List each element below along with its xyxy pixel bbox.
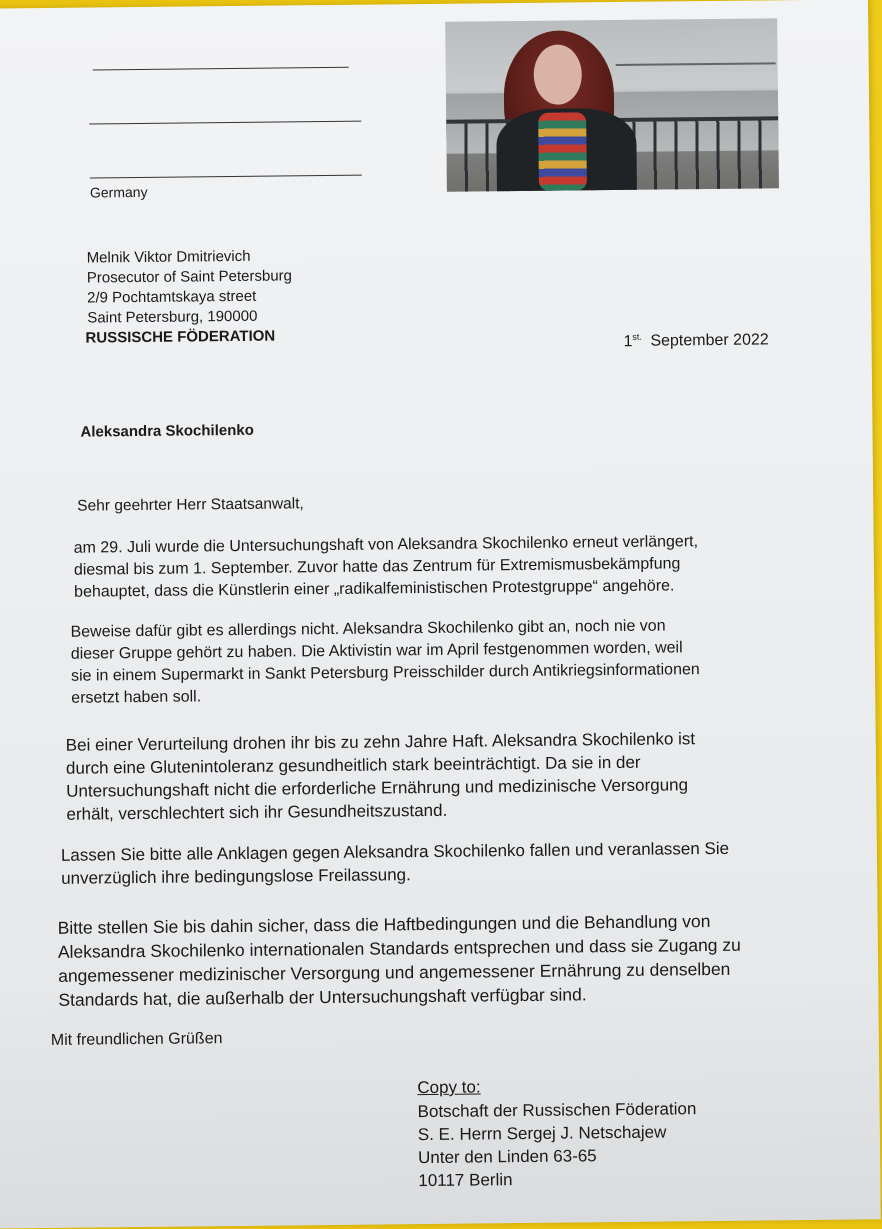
sender-line-1 [93, 67, 349, 71]
recipient-street: 2/9 Pochtamtskaya street [86, 287, 257, 307]
body-line: diesmal bis zum 1. September. Zuvor hatte das Zentrum für Extremismusbekämpfung [73, 555, 681, 579]
recipient-country: RUSSISCHE FÖDERATION [85, 327, 276, 347]
body-line: erhält, verschlechtert sich ihr Gesundheitszustand. [66, 800, 448, 824]
letter-subject: Aleksandra Skochilenko [80, 421, 254, 441]
date-day: 1 [623, 333, 633, 351]
body-line: angemessener medizinischer Versorgung und angemessener Ernährung zu denselben [58, 958, 731, 986]
salutation: Sehr geehrter Herr Staatsanwalt, [77, 495, 304, 515]
body-line: am 29. Juli wurde die Untersuchungshaft von Aleksandra Skochilenko erneut verlängert, [73, 533, 699, 557]
recipient-city: Saint Petersburg, 190000 [87, 307, 258, 327]
recipient-name: Melnik Viktor Dmitrievich [86, 247, 251, 267]
body-line: Bei einer Verurteilung drohen ihr bis zu zehn Jahre Haft. Aleksandra Skochilenko ist [65, 729, 696, 755]
sender-line-3 [90, 175, 362, 179]
date-rest: September 2022 [650, 331, 769, 350]
recipient-title: Prosecutor of Saint Petersburg [86, 267, 293, 287]
copy-line: Unter den Linden 63-65 [417, 1146, 597, 1168]
letter-date [623, 330, 768, 351]
body-line: unverzüglich ihre bedingungslose Freilassung. [61, 865, 411, 888]
copy-heading: Copy to: [417, 1077, 481, 1098]
portrait-photo [445, 18, 779, 191]
body-line: Standards hat, die außerhalb der Untersuchungshaft verfügbar sind. [58, 984, 587, 1010]
body-line: sie in einem Supermarkt in Sankt Petersburg Preisschilder durch Antikriegsinformationen [70, 661, 700, 685]
copy-line: S. E. Herrn Sergej J. Netschajew [417, 1122, 667, 1145]
copy-line: 10117 Berlin [418, 1170, 513, 1191]
copy-line: Botschaft der Russischen Föderation [417, 1099, 697, 1122]
closing: Mit freundlichen Grüßen [50, 1030, 223, 1049]
body-line: Untersuchungshaft nicht die erforderliche Ernährung und medizinische Versorgung [66, 775, 689, 801]
body-line: Lassen Sie bitte alle Anklagen gegen Aleksandra Skochilenko fallen und veranlassen Sie [60, 838, 730, 865]
sender-country: Germany [89, 183, 148, 201]
body-line: Bitte stellen Sie bis dahin sicher, dass die Haftbedingungen und die Behandlung von [57, 911, 711, 938]
body-line: durch eine Glutenintoleranz gesundheitlich stark beeinträchtigt. Da sie in der [65, 752, 641, 778]
body-line: dieser Gruppe gehört zu haben. Die Aktivistin war im April festgenommen worden, weil [70, 639, 683, 663]
sender-line-2 [89, 121, 361, 125]
body-line: behauptet, dass die Künstlerin einer „radikalfeministischen Protestgruppe“ angehöre. [74, 577, 675, 601]
date-suffix: st. [632, 331, 642, 342]
body-line: ersetzt haben soll. [71, 688, 202, 707]
body-line: Aleksandra Skochilenko internationalen Standards entsprechen und dass sie Zugang zu [57, 934, 741, 962]
body-line: Beweise dafür gibt es allerdings nicht. Aleksandra Skochilenko gibt an, noch nie von [70, 617, 666, 641]
